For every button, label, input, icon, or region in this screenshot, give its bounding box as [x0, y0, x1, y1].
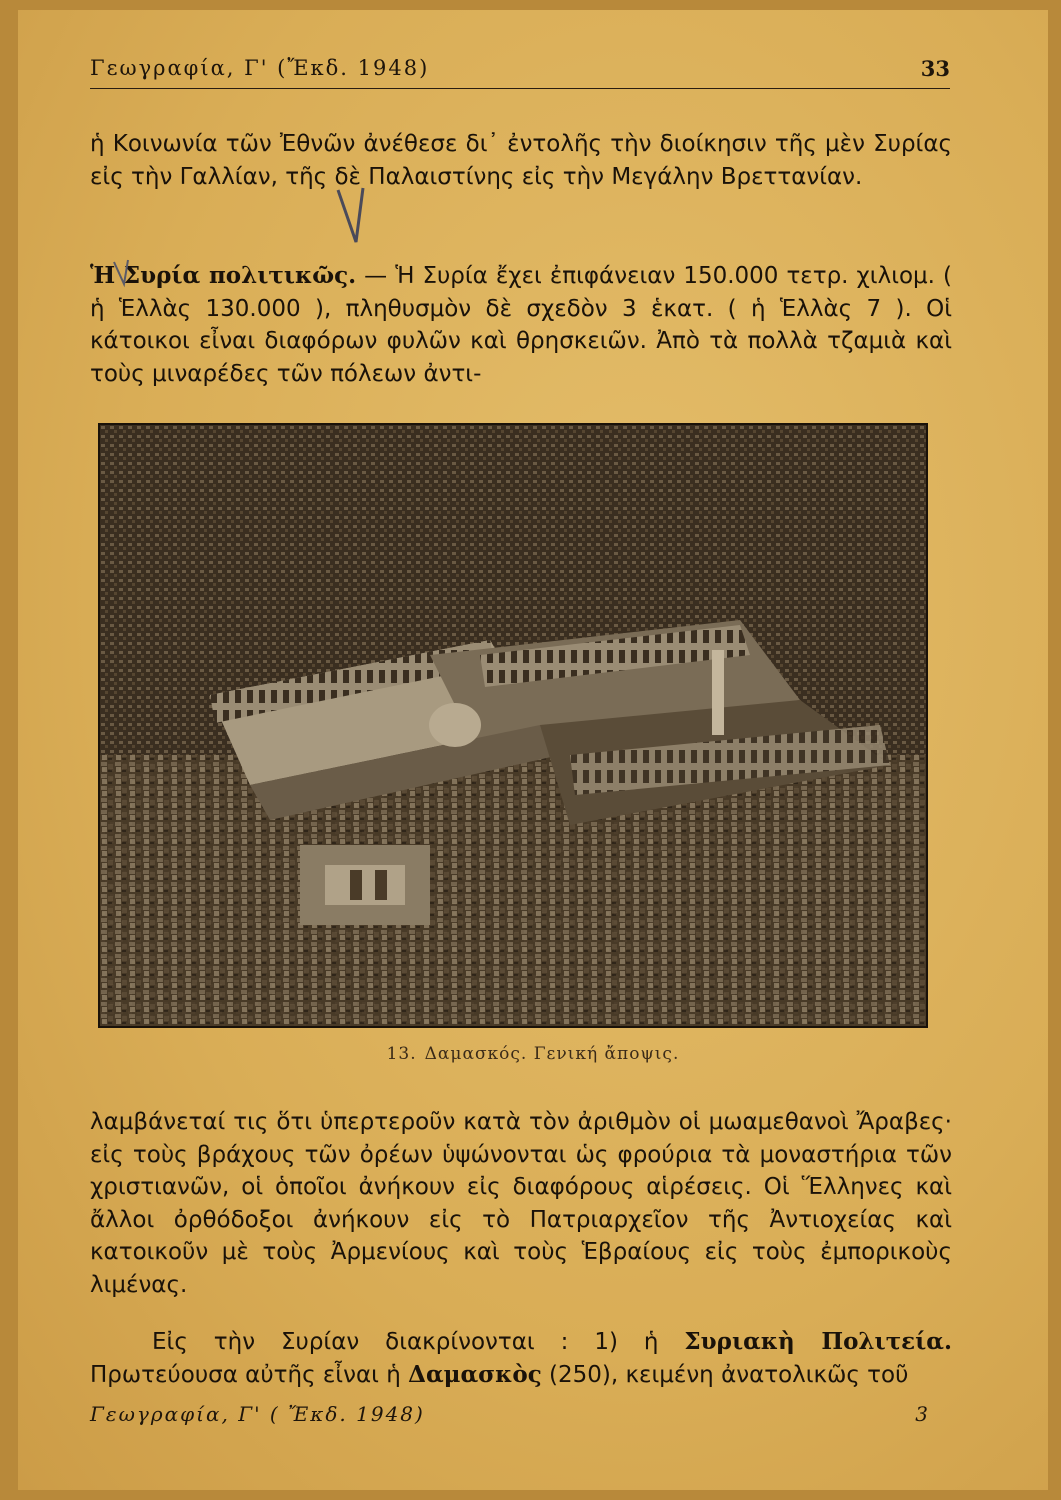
printer-signature	[90, 1402, 930, 1432]
signature-title: Γεωγραφία, Γ' ( Ἔκδ. 1948)	[90, 1402, 425, 1426]
aerial-photo-graphic	[100, 425, 926, 1026]
figure-number: 13.	[386, 1044, 417, 1064]
paragraph-syria-politics	[90, 260, 952, 390]
figure-caption	[18, 1044, 1048, 1064]
figure-caption-text: Δαμασκός. Γενική ἄποψις.	[424, 1044, 680, 1064]
paragraph-syrian-state-mid: Πρωτεύουσα αὐτῆς εἶναι ἡ	[90, 1361, 409, 1388]
running-head-title: Γεωγραφία, Γ' (Ἔκδ. 1948)	[90, 56, 430, 80]
signature-number: 3	[915, 1402, 930, 1426]
pencil-checkmark-icon	[338, 188, 363, 242]
paragraph-syrian-state	[90, 1326, 952, 1391]
paragraph-syrian-state-end: (250), κειμένη ἀνατολικῶς τοῦ	[541, 1361, 909, 1388]
paragraph-league-of-nations: ἡ Κοινωνία τῶν Ἐθνῶν ἀνέθεσε δι᾿ ἐντολῆς τὴν διοίκησιν τῆς μὲν Συρίας εἰς τὴν Γαλλίαν, τῆς δὲ Παλαιστίνης εἰς τὴν Μεγάλην Βρεττανίαν.	[90, 131, 952, 190]
paragraph-syria-politics-text: — Ἡ Συρία ἔχει ἐπιφάνειαν 150.000 τετρ. χιλιομ. ( ἡ Ἑλλὰς 130.000 ), πληθυσμὸν δὲ σχεδὸν 3 ἑκατ. ( ἡ Ἑλλὰς 7 ). Οἱ κάτοικοι εἶναι διαφόρων φυλῶν καὶ θρησκειῶν. Ἀπὸ τὰ πολλὰ τζαμιὰ καὶ τοὺς μιναρέδες τῶν πόλεων ἀντι-	[90, 263, 952, 387]
book-page	[18, 10, 1048, 1490]
paragraph-syrian-state-start: Εἰς τὴν Συρίαν διακρίνονται : 1) ἡ	[152, 1329, 685, 1355]
figure-damascus-photo	[98, 423, 928, 1028]
term-syrian-state: Συριακὴ Πολιτεία.	[684, 1328, 952, 1355]
term-damascus: Δαμασκὸς	[408, 1360, 542, 1388]
running-head	[90, 56, 950, 89]
section-heading-syria-politics: Ἡ Συρία πολιτικῶς.	[90, 262, 357, 289]
paragraph-religions: λαμβάνεταί τις ὅτι ὑπερτεροῦν κατὰ τὸν ἀριθμὸν οἱ μωαμεθανοὶ Ἄραβες· εἰς τοὺς βράχους τῶν ὀρέων ὑψώνονται ὡς φρούρια τὰ μοναστήρια τῶν χριστιανῶν, οἱ ὁποῖοι ἀνήκουν εἰς διαφόρους αἱρέσεις. Οἱ Ἕλληνες καὶ ἄλλοι ὀρθόδοξοι ἀνήκουν εἰς τὸ Πατριαρχεῖον τῆς Ἀντιοχείας καὶ κατοικοῦν μὲ τοὺς Ἀρμενίους καὶ τοὺς Ἑβραίους εἰς τοὺς ἐμπορικοὺς λιμένας.	[90, 1109, 952, 1298]
page-number: 33	[920, 56, 950, 81]
